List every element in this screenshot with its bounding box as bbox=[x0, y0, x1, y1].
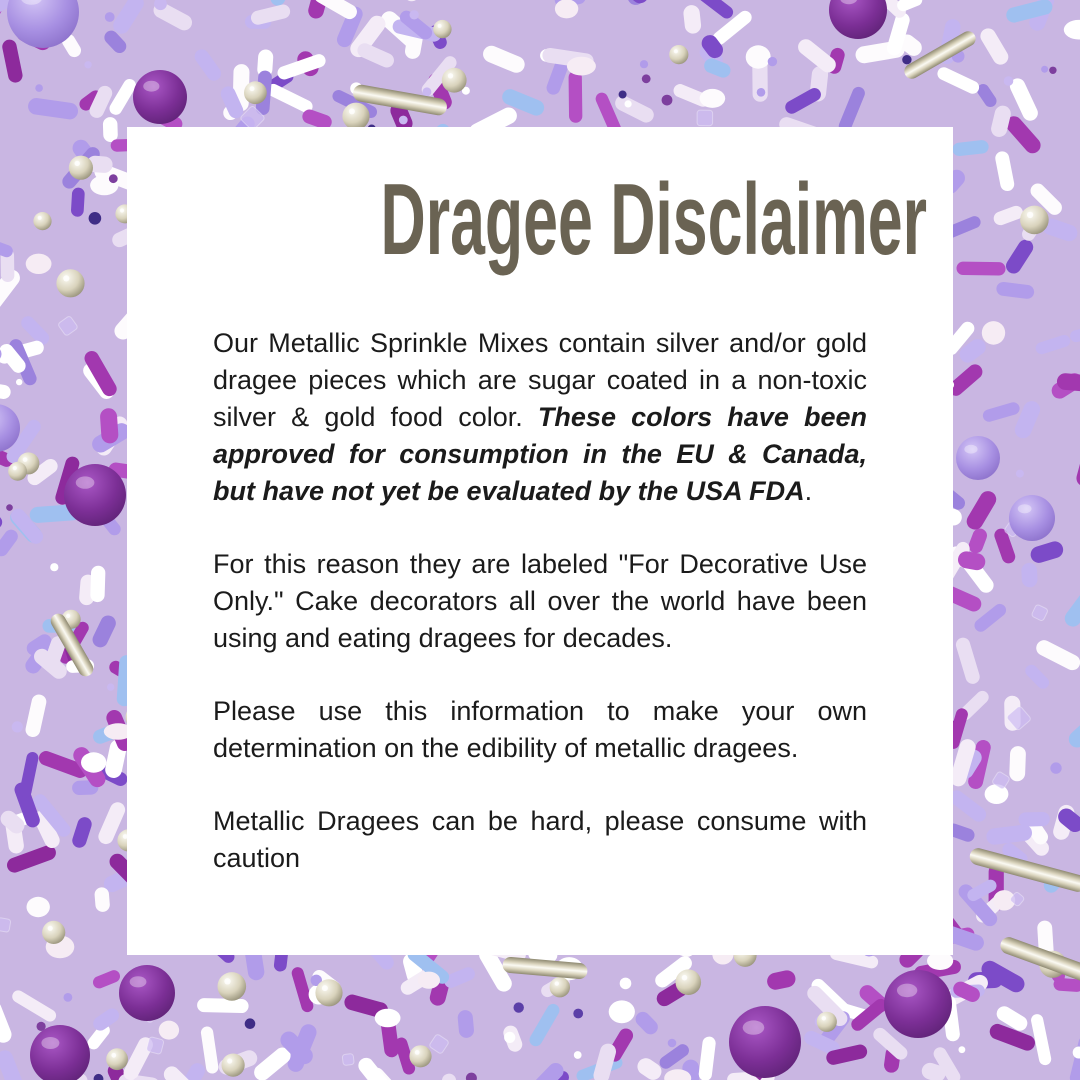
disclaimer-paragraph: Our Metallic Sprinkle Mixes contain silver and/or gold dragee pieces which are sugar coated in a non-toxic silver & gold food color. These colors have been approved for consumption in the EU & Canada, but have not yet be evaluated by the USA FDA. bbox=[213, 328, 868, 507]
disclaimer-paragraph: For this reason they are labeled "For Decorative Use Only." Cake decorators all over the world have been using and eating dragees for decades. bbox=[213, 549, 867, 654]
disclaimer-body bbox=[213, 325, 867, 877]
disclaimer-title bbox=[213, 164, 927, 276]
disclaimer-paragraph: Metallic Dragees can be hard, please consume with caution bbox=[213, 806, 867, 874]
disclaimer-card bbox=[127, 127, 953, 955]
disclaimer-paragraph: Please use this information to make your own determination on the edibility of metallic dragees. bbox=[213, 696, 867, 764]
disclaimer-title-text: Dragee Disclaimer bbox=[380, 164, 927, 276]
